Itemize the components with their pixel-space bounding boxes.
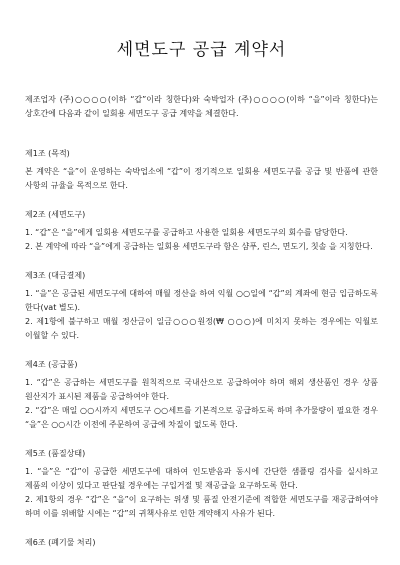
- article-section: [25, 536, 378, 550]
- article-paragraph: 1. “을”은 “갑”이 공급한 세면도구에 대하여 인도받음과 동시에 간단한 샘플링 검사를 실시하고 제품의 이상이 있다고 판단될 경우에는 구입거절 및 재공급을 요구하도록 한다.: [25, 467, 378, 490]
- article-paragraph: 2. “갑”은 매일 ○○시까지 세면도구 ○○세트를 기본적으로 공급하도록 하며 추가물량이 필요한 경우 “을”은 ○○시간 이전에 주문하여 공급에 차질이 없도록 한다.: [25, 406, 378, 429]
- article-paragraph: 2. 제1항의 경우 “갑”은 “을”이 요구하는 위생 및 품질 안전기준에 적합한 세면도구를 재공급하여야 하며 이를 위배할 시에는 “갑”의 귀책사유로 인한 계약해지 사유가 된다.: [25, 495, 378, 518]
- article-paragraph: 1. “을”은 공급된 세면도구에 대하여 매월 정산을 하여 익월 ○○일에 “갑”의 계좌에 현금 입금하도록 한다(vat 별도).: [25, 289, 378, 312]
- article-paragraph: 1. “갑”은 공급하는 세면도구를 원칙적으로 국내산으로 공급하여야 하며 해외 생산품인 경우 상품 원산지가 표시된 제품을 공급하여야 한다.: [25, 378, 378, 401]
- article-heading: 제5조 (품질상태): [25, 449, 86, 458]
- article-paragraph: 2. 제1항에 불구하고 매월 정산금이 일금○○○원정(₩ ○○○)에 미치지 못하는 경우에는 익월로 이월할 수 있다.: [25, 317, 378, 340]
- article-section: [25, 447, 378, 521]
- article-heading: 제1조 (목적): [25, 149, 70, 158]
- intro-paragraph: 제조업자 (주)○○○○(이하 “갑”이라 칭한다)와 숙박업자 (주)○○○○(이하 “을”이라 칭한다)는 상호간에 다음과 같이 일회용 세면도구 공급 계약을 체결한다.: [25, 95, 378, 118]
- articles-container: [25, 147, 378, 550]
- article-paragraph: 본 계약은 “을”이 운영하는 숙박업소에 “갑”이 정기적으로 일회용 세면도구를 공급 및 반품에 관한 사항의 규율을 목적으로 한다.: [25, 167, 378, 190]
- article-section: [25, 208, 378, 254]
- article-section: [25, 358, 378, 432]
- article-heading: 제3조 (대금결제): [25, 271, 86, 280]
- article-section: [25, 147, 378, 193]
- article-heading: 제2조 (세면도구): [25, 210, 86, 219]
- article-heading: 제4조 (공급품): [25, 360, 78, 369]
- article-section: [25, 269, 378, 343]
- document-title: 세면도구 공급 계약서: [116, 40, 287, 60]
- article-heading: 제6조 (폐기물 처리): [25, 538, 96, 547]
- article-paragraph: 1. “갑”은 “을”에게 일회용 세면도구를 공급하고 사용한 일회용 세면도구의 회수를 담당한다.: [25, 228, 348, 237]
- article-paragraph: 2. 본 계약에 따라 “을”에게 공급하는 일회용 세면도구라 함은 샴푸, 린스, 면도기, 칫솔 을 지칭한다.: [25, 242, 373, 251]
